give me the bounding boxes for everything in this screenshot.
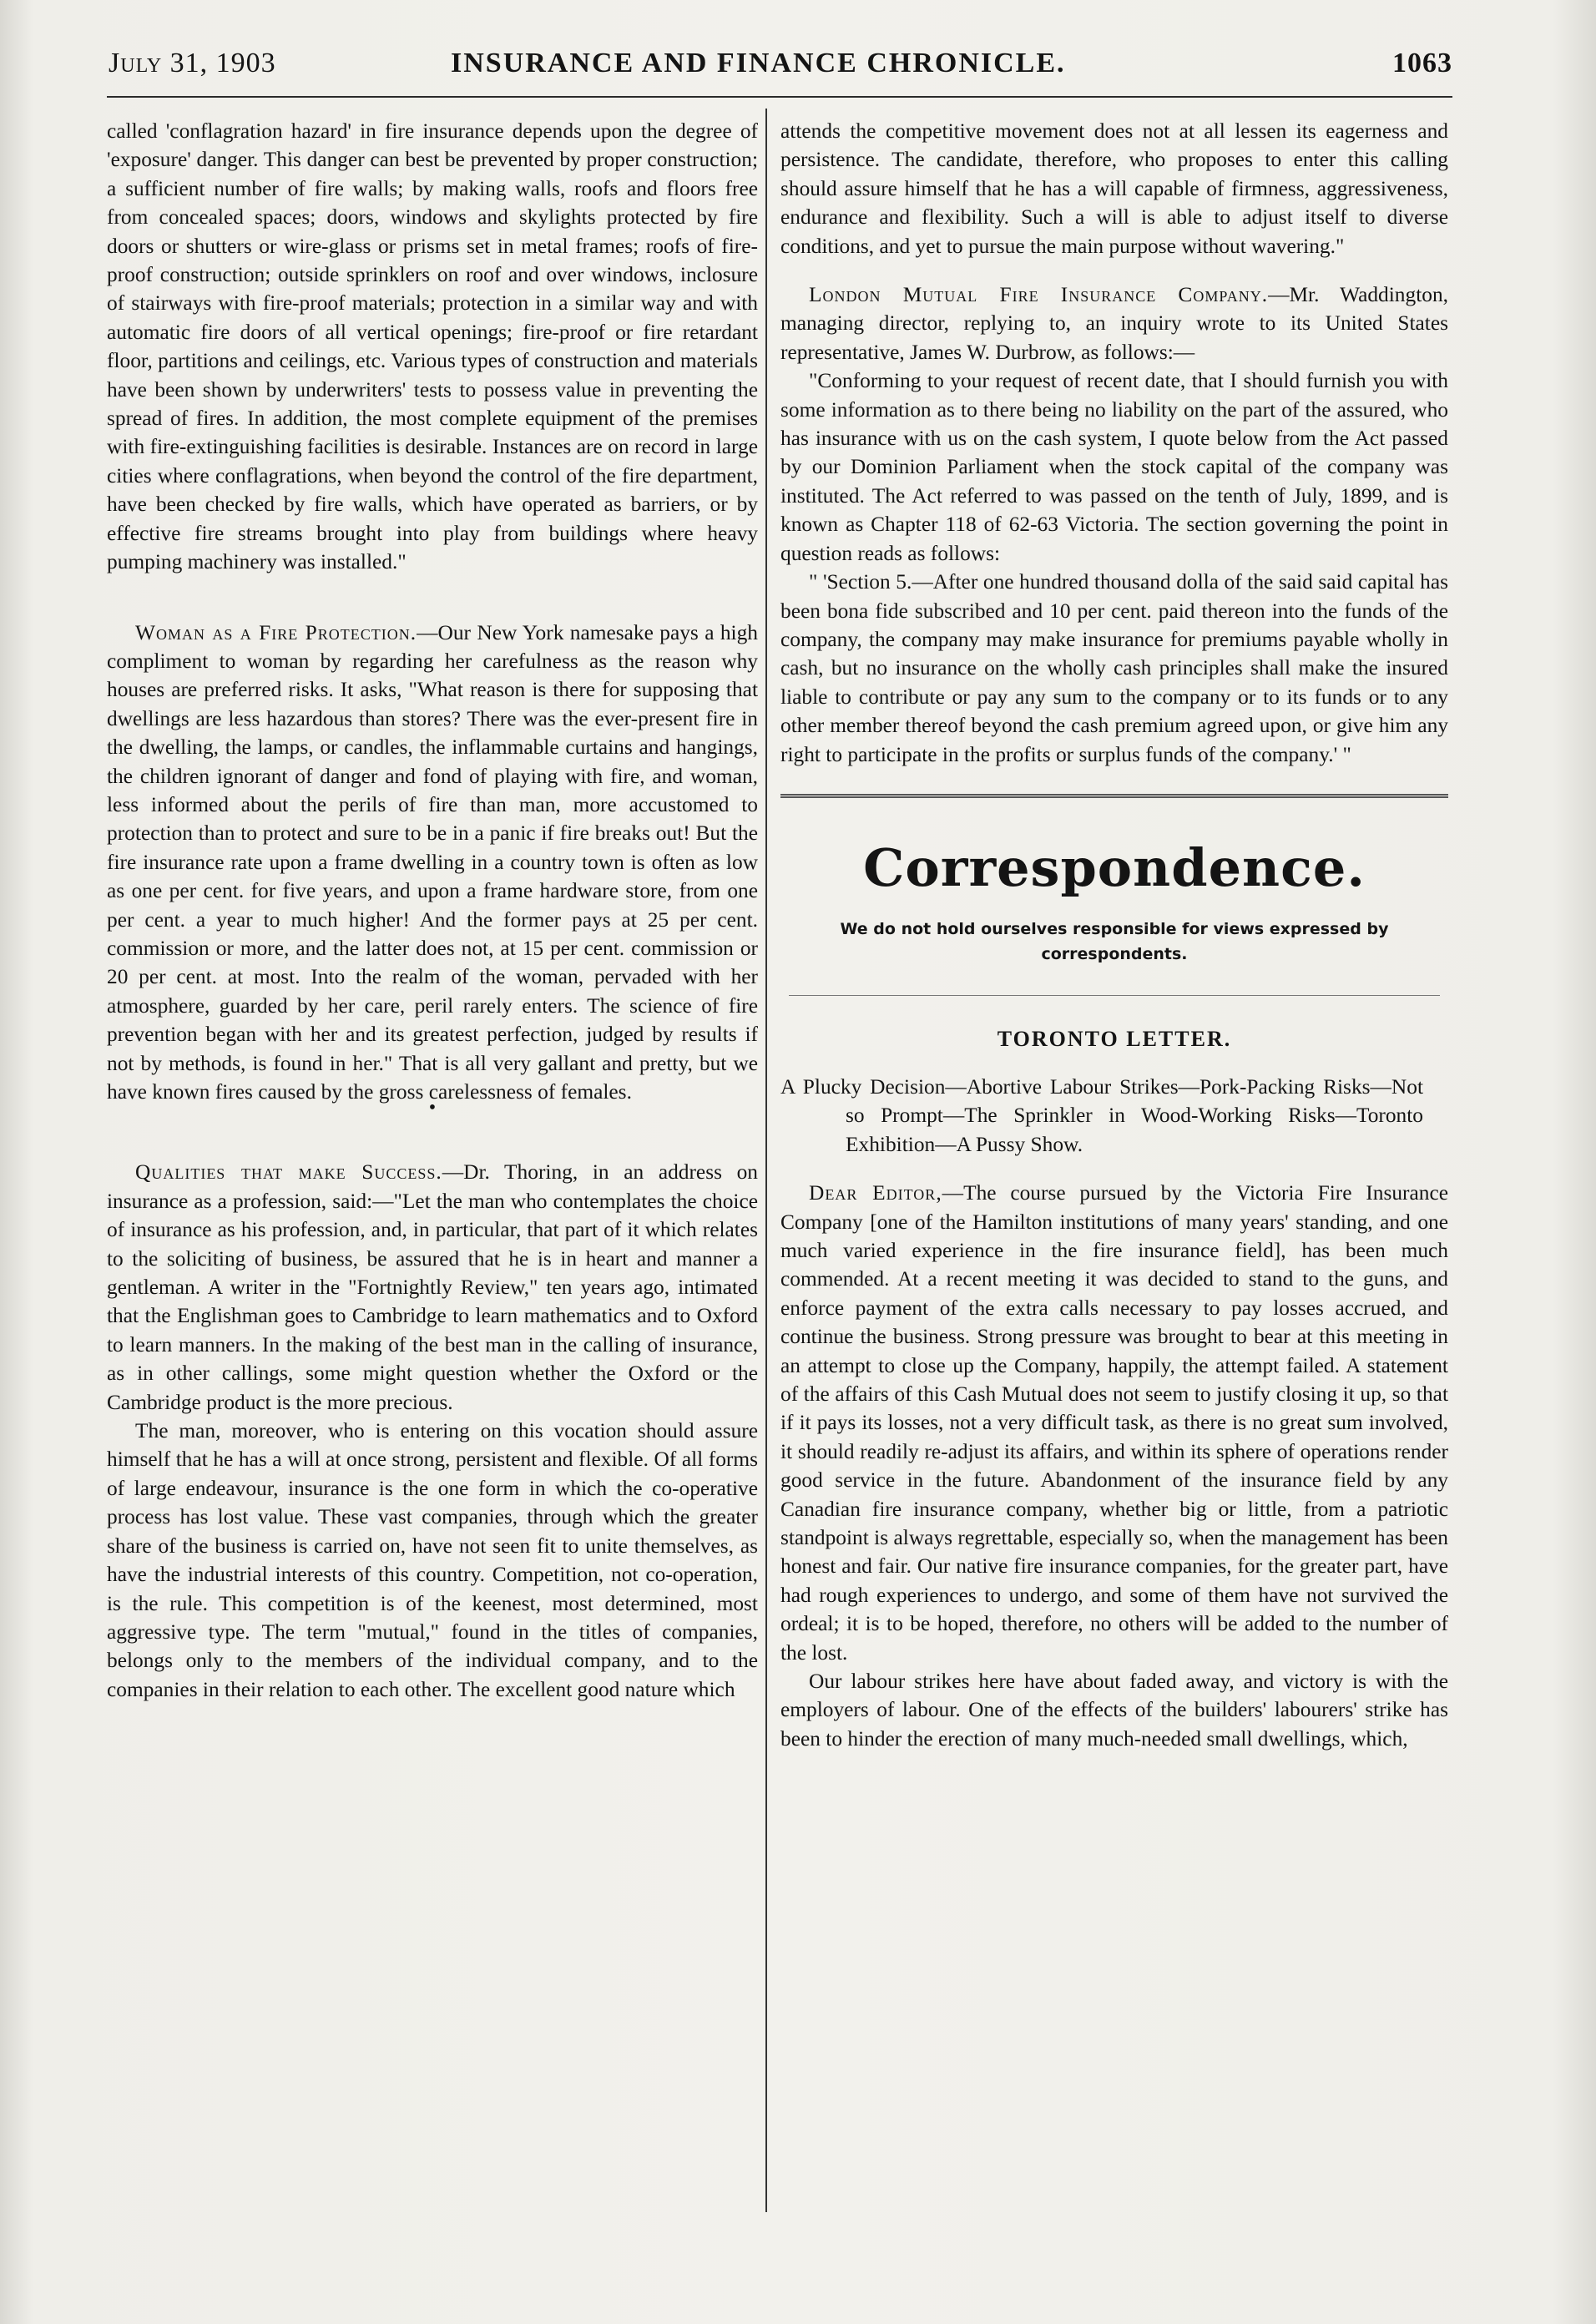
section-heading-qualities: Qualities that make Success. xyxy=(135,1160,442,1185)
paragraph-conflagration: called 'conflagration hazard' in fire insurance depends upon the degree of 'exposure' danger. This danger can best be prevented by proper construction; a sufficient number of fire walls; by making walls, roofs and floors free from concealed spaces; doors, windows and skylights protected by fire doors or shutters or wire-glass or prisms set in metal frames; roofs of fire-proof construction; outside sprinklers on roof and over windows, inclosure of stairways with fire-proof materials; protection in a similar way and with automatic fire doors of all vertical openings; fire-proof or fire retardant floor, partitions and ceilings, etc. Various types of construction and materials have been shown by underwriters' tests to possess value in preventing the spread of fires. In addition, the most complete equipment of the premises with fire-extinguishing facilities is desirable. Instances are on record in large cities where conflagrations, when beyond the control of the fire department, have been checked by fire walls, which have operated as barriers, or by effective fire streams brought into play from buildings where heavy pumping machinery was installed." xyxy=(107,119,758,574)
page-header xyxy=(109,43,1452,93)
paragraph-london-mutual-body: —Mr. Waddington, managing director, replying to, an inquiry wrote to its United States representative, James W. Durbrow, as follows:— xyxy=(780,283,1448,364)
header-rule xyxy=(107,96,1452,98)
correspondence-disclaimer: We do not hold ourselves responsible for views expressed by correspondents. xyxy=(840,919,1389,963)
letter-heading: TORONTO LETTER. xyxy=(997,1026,1232,1051)
paragraph-qualities-body: —Dr. Thoring, in an address on insurance as a profession, said:—"Let the man who contemplates the choice of insurance as his profession, and, in particular, that part of it which relates to the soliciting of business, be assured that he is in heart and manner a gentleman. A writer in the "Fortnightly Review," ten years ago, intimated that the Englishman goes to Cambridge to learn mathematics and to Oxford to learn manners. In the making of the best man in the calling of insurance, as in other callings, some might question whether the Oxford or the Cambridge product is the more precious. xyxy=(107,1160,758,1414)
paragraph-woman-fire-protection xyxy=(107,619,758,1107)
paragraph-vocation: The man, moreover, who is entering on this vocation should assure himself that he has a will at once strong, persistent and flexible. Of all forms of large endeavour, insurance is the one form in which the co-operative process has lost value. These vast companies, through which the greater share of the business is carried on, have not seen fit to unite themselves, as have the industrial interests of this country. Competition, not co-operation, is the rule. This competition is of the keenest, most determined, most aggressive type. The term "mutual," found in the titles of companies, belongs only to the members of the individual company, and to the companies in their relation to each other. The excellent good nature which xyxy=(107,1419,758,1701)
correspondence-rule xyxy=(780,794,1448,798)
correspondence-thin-rule xyxy=(789,995,1440,996)
letter-subheads: A Plucky Decision—Abortive Labour Strikes—Pork-Packing Risks—Not so Prompt—The Sprinkler in Wood-Working Risks—Toronto Exhibition—A Pussy Show. xyxy=(780,1074,1423,1156)
paragraph-labour-strikes: Our labour strikes here have about faded away, and victory is with the employers of labour. One of the effects of the builders' labourers' strike has been to hinder the erection of many much-needed small dwellings, which, xyxy=(780,1670,1448,1751)
paragraph-london-mutual xyxy=(780,280,1448,366)
issue-date: July 31, 1903 xyxy=(109,48,276,78)
section-heading-london-mutual: London Mutual Fire Insurance Company. xyxy=(809,283,1269,307)
paragraph-competitive-movement: attends the competitive movement does not at all lessen its eagerness and persistence. The candidate, therefore, who proposes to enter this calling should assure himself that he has a will capable of firmness, aggressiveness, endurance and flexibility. Such a will is able to adjust itself to diverse conditions, and yet to pursue the main purpose without wavering." xyxy=(780,119,1448,258)
paragraph-dear-editor xyxy=(780,1179,1448,1667)
left-column xyxy=(107,117,758,1704)
page-number: 1063 xyxy=(1392,48,1452,78)
column-divider xyxy=(765,109,767,2212)
letter-salutation: Dear Editor, xyxy=(809,1181,942,1205)
separator-dot: • xyxy=(428,1097,437,1119)
right-column xyxy=(780,117,1448,1753)
paragraph-section-5: " 'Section 5.—After one hundred thousand dolla of the said said capital has been bona fide subscribed and 10 per cent. paid thereon into the funds of the company, the company may make insurance for premiums payable wholly in cash, but no insurance on the wholly cash principles shall make the insured liable to contribute or pay any sum to the company or to its funds or to any other member thereof beyond the cash premium agreed upon, or give him any right to participate in the profits or surplus funds of the company.' " xyxy=(780,570,1448,766)
paragraph-woman-body: —Our New York namesake pays a high compliment to woman by regarding her carefulness as the reason why houses are preferred risks. It asks, "What reason is there for supposing that dwellings are less hazardous than stores? There was the ever-present fire in the dwelling, the lamps, or candles, the inflammable curtains and hangings, the children ignorant of danger and fond of playing with fire, and woman, less informed about the perils of fire than man, more accustomed to protection than to protect and sure to be in a panic if fire breaks out! But the fire insurance rate upon a frame dwelling in a country town is often as low as one per cent. for five years, and upon a frame hardware store, from one per cent. a year to much higher! And the former pays at 25 per cent. commission or more, and the latter does not, at 15 per cent. commission or 20 per cent. at most. Into the realm of the woman, pervaded with her atmosphere, guarded by her care, peril rarely enters. The science of fire prevention began with her and its greatest perfection, judged by results if not by methods, is found in her." That is all very gallant and pretty, but we have known fires caused by the gross carelessness of females. xyxy=(107,620,758,1104)
correspondence-title: Correspondence. xyxy=(863,836,1366,898)
paragraph-qualities-success xyxy=(107,1158,758,1417)
paragraph-conforming: "Conforming to your request of recent date, that I should furnish you with some information as to there being no liability on the part of the assured, who has insurance with us on the cash system, I quote below from the Act passed by our Dominion Parliament when the stock capital of the company was instituted. The Act referred to was passed on the tenth of July, 1899, and is known as Chapter 118 of 62-63 Victoria. The section governing the point in question reads as follows: xyxy=(780,369,1448,565)
paragraph-dear-editor-body: —The course pursued by the Victoria Fire Insurance Company [one of the Hamilton institutions of many years' standing, and one much varied experience in the fire insurance field], has been much commended. At a recent meeting it was decided to stand to the guns, and enforce payment of the extra calls necessary to pay losses accrued, and continue the business. Strong pressure was brought to bear at this meeting in an attempt to close up the Company, happily, the attempt failed. A statement of the affairs of this Cash Mutual does not seem to justify closing it up, so that if it pays its losses, not a very difficult task, as there is no great sum involved, it should readily re-adjust its affairs, and within its sphere of operations render good service in the future. Abandonment of the insurance field by any Canadian fire insurance company, whether big or little, from a patriotic standpoint is always regrettable, especially so, when the management has been honest and fair. Our native fire insurance companies, for the greater part, have had rough experiences to undergo, and some of them have not survived the ordeal; it is to be hoped, therefore, no others will be added to the number of the lost. xyxy=(780,1181,1448,1665)
publication-title: INSURANCE AND FINANCE CHRONICLE. xyxy=(451,48,1066,78)
section-heading-woman: Woman as a Fire Protection. xyxy=(135,620,417,644)
